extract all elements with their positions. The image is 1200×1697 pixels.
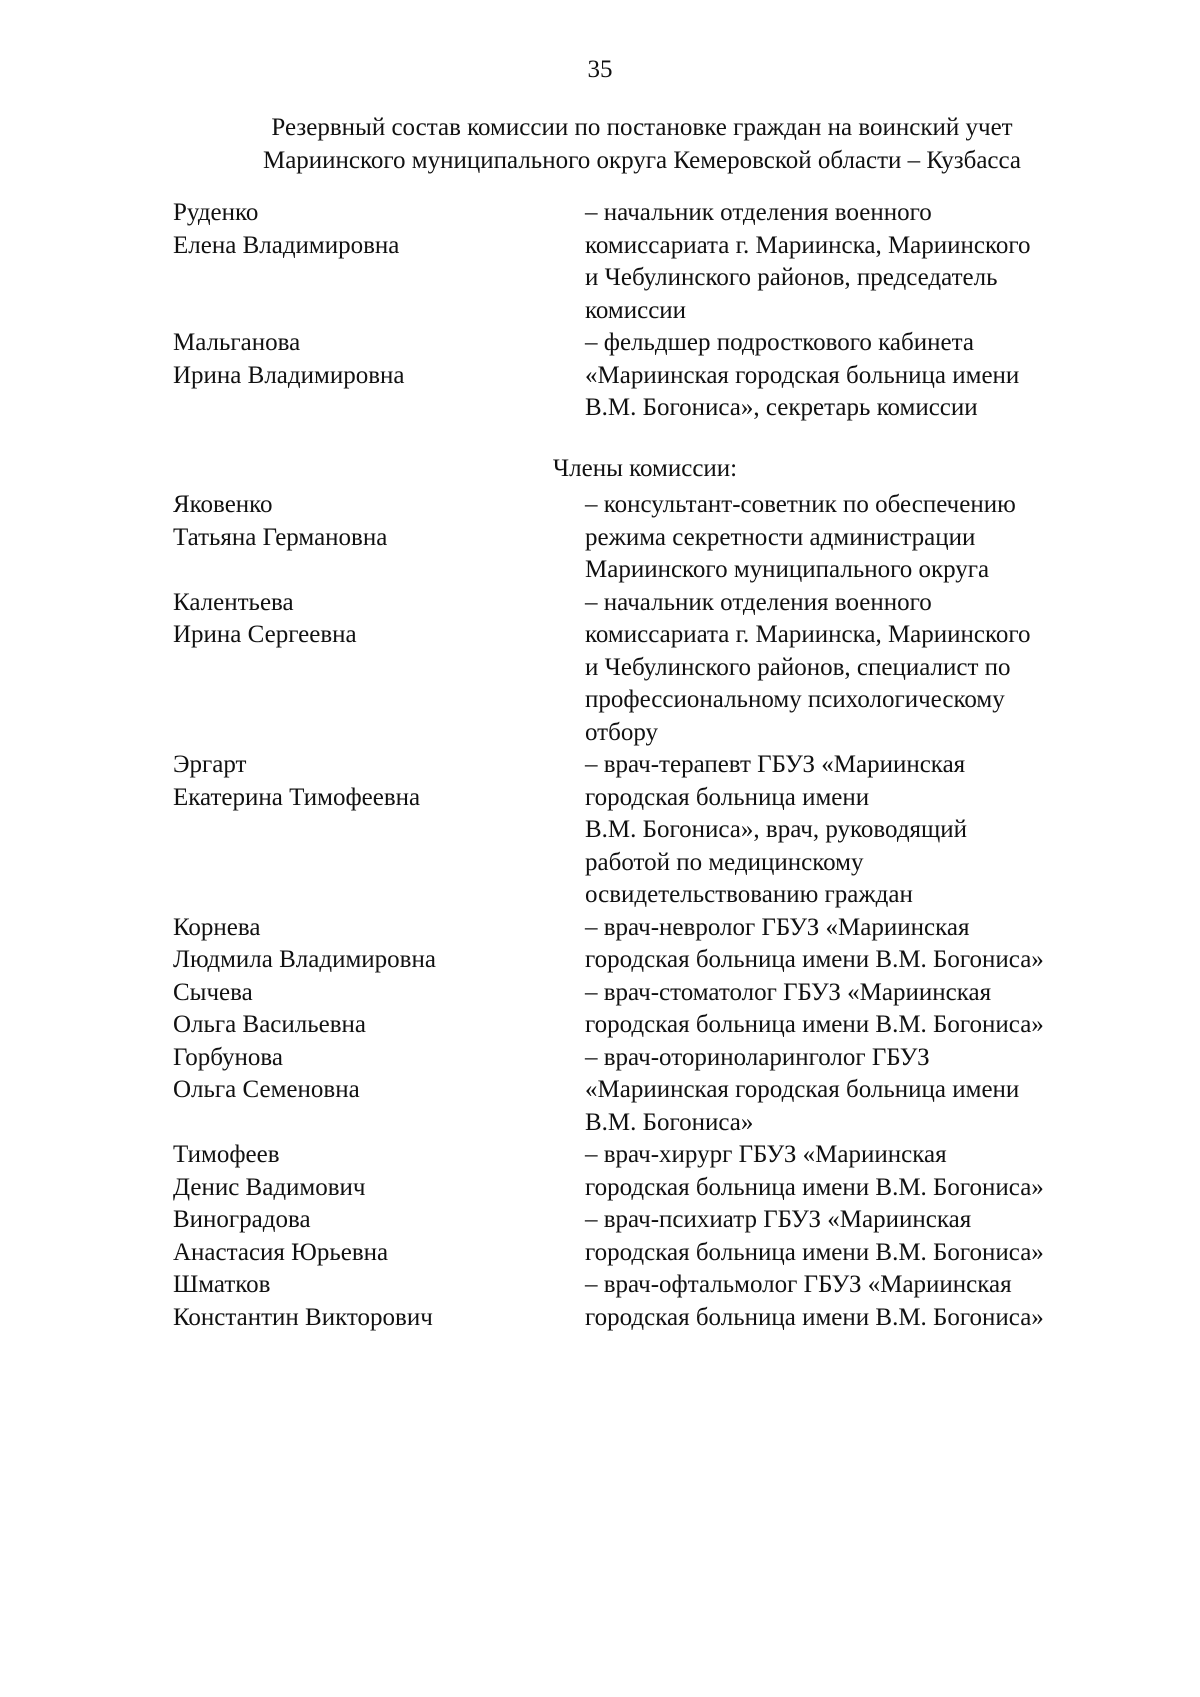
role-line: «Мариинская городская больница имени <box>585 1076 1020 1103</box>
role-line: – врач-хирург ГБУЗ «Мариинская <box>585 1141 947 1168</box>
person-surname: Калентьева <box>173 588 294 616</box>
person-name <box>173 749 585 912</box>
person-role <box>585 1042 1133 1140</box>
role-line: комиссариата г. Мариинска, Мариинского <box>585 621 1031 648</box>
role-line: – врач-оториноларинголог ГБУЗ <box>585 1043 930 1071</box>
role-line: – врач-невролог ГБУЗ «Мариинская <box>585 913 970 941</box>
person-surname: Виноградова <box>173 1206 311 1233</box>
person-name <box>173 912 585 977</box>
role-line: профессиональному психологическому <box>585 686 1005 713</box>
person-name <box>173 327 585 425</box>
person-given-name: Ирина Владимировна <box>173 361 405 389</box>
role-line: освидетельствованию граждан <box>585 881 913 908</box>
role-line: городская больница имени В.М. Богониса» <box>585 1011 1044 1038</box>
person-role <box>585 587 1133 750</box>
title-line-1: Резервный состав комиссии по постановке граждан на воинский учет <box>271 114 1013 141</box>
person-role <box>585 912 1133 977</box>
person-given-name: Константин Викторович <box>173 1303 433 1331</box>
person-entry <box>173 327 1133 425</box>
person-role <box>585 327 1133 425</box>
person-entry <box>173 1204 1133 1269</box>
person-surname: Горбунова <box>173 1043 283 1071</box>
person-given-name: Ирина Сергеевна <box>173 621 357 648</box>
person-given-name: Денис Вадимович <box>173 1173 366 1201</box>
person-given-name: Ольга Васильевна <box>173 1011 367 1038</box>
role-line: В.М. Богониса», врач, руководящий <box>585 816 968 843</box>
document-title <box>150 112 1134 177</box>
role-line: и Чебулинского районов, председатель <box>585 264 998 291</box>
role-line: городская больница имени В.М. Богониса» <box>585 1173 1044 1201</box>
members-list <box>173 489 1133 1334</box>
leaders-list <box>173 197 1133 425</box>
person-name <box>173 197 585 327</box>
person-name <box>173 1269 585 1334</box>
person-given-name: Людмила Владимировна <box>173 946 436 973</box>
person-role <box>585 1139 1133 1204</box>
role-line: – консультант-советник по обеспечению <box>585 491 1016 518</box>
page-number: 35 <box>587 56 613 83</box>
person-role <box>585 749 1133 912</box>
person-given-name: Анастасия Юрьевна <box>173 1238 389 1266</box>
title-line-2: Мариинского муниципального округа Кемеровской области – Кузбасса <box>262 146 1022 174</box>
role-line: городская больница имени <box>585 783 870 811</box>
person-name <box>173 489 585 587</box>
person-entry <box>173 1139 1133 1204</box>
role-line: – начальник отделения военного <box>585 588 932 616</box>
role-line: комиссии <box>585 296 687 324</box>
role-line: – врач-стоматолог ГБУЗ «Мариинская <box>585 978 992 1006</box>
person-entry <box>173 1269 1133 1334</box>
person-entry <box>173 197 1133 327</box>
role-line: комиссариата г. Мариинска, Мариинского <box>585 231 1031 259</box>
role-line: В.М. Богониса» <box>585 1108 754 1136</box>
members-heading: Члены комиссии: <box>552 455 738 482</box>
person-surname: Эргарт <box>173 751 247 778</box>
role-line: В.М. Богониса», секретарь комиссии <box>585 394 978 421</box>
person-role <box>585 197 1133 327</box>
role-line: – врач-офтальмолог ГБУЗ «Мариинская <box>585 1271 1012 1298</box>
person-surname: Мальганова <box>173 329 301 356</box>
role-line: режима секретности администрации <box>585 523 976 551</box>
person-given-name: Елена Владимировна <box>173 231 400 259</box>
person-surname: Яковенко <box>173 491 273 518</box>
person-given-name: Екатерина Тимофеевна <box>173 783 421 811</box>
person-surname: Шматков <box>173 1271 271 1298</box>
person-surname: Руденко <box>173 199 259 226</box>
person-given-name: Татьяна Германовна <box>173 523 388 551</box>
person-role <box>585 1269 1133 1334</box>
role-line: и Чебулинского районов, специалист по <box>585 653 1011 681</box>
person-name <box>173 977 585 1042</box>
role-line: городская больница имени В.М. Богониса» <box>585 1303 1044 1331</box>
person-name <box>173 1204 585 1269</box>
person-role <box>585 977 1133 1042</box>
person-name <box>173 587 585 750</box>
role-line: – врач-терапевт ГБУЗ «Мариинская <box>585 751 966 778</box>
person-given-name: Ольга Семеновна <box>173 1076 360 1103</box>
person-role <box>585 1204 1133 1269</box>
person-entry <box>173 587 1133 750</box>
person-entry <box>173 912 1133 977</box>
person-name <box>173 1042 585 1140</box>
role-line: – фельдшер подросткового кабинета <box>585 329 974 356</box>
person-surname: Корнева <box>173 913 261 941</box>
role-line: – врач-психиатр ГБУЗ «Мариинская <box>585 1206 972 1233</box>
role-line: – начальник отделения военного <box>585 199 932 226</box>
person-entry <box>173 977 1133 1042</box>
person-role <box>585 489 1133 587</box>
role-line: работой по медицинскому <box>585 848 864 876</box>
person-entry <box>173 749 1133 912</box>
role-line: отбору <box>585 718 658 746</box>
role-line: Мариинского муниципального округа <box>585 556 990 583</box>
person-surname: Сычева <box>173 978 253 1006</box>
person-surname: Тимофеев <box>173 1141 280 1168</box>
person-name <box>173 1139 585 1204</box>
person-entry <box>173 1042 1133 1140</box>
person-entry <box>173 489 1133 587</box>
role-line: городская больница имени В.М. Богониса» <box>585 946 1044 973</box>
role-line: городская больница имени В.М. Богониса» <box>585 1238 1044 1266</box>
role-line: «Мариинская городская больница имени <box>585 361 1020 389</box>
